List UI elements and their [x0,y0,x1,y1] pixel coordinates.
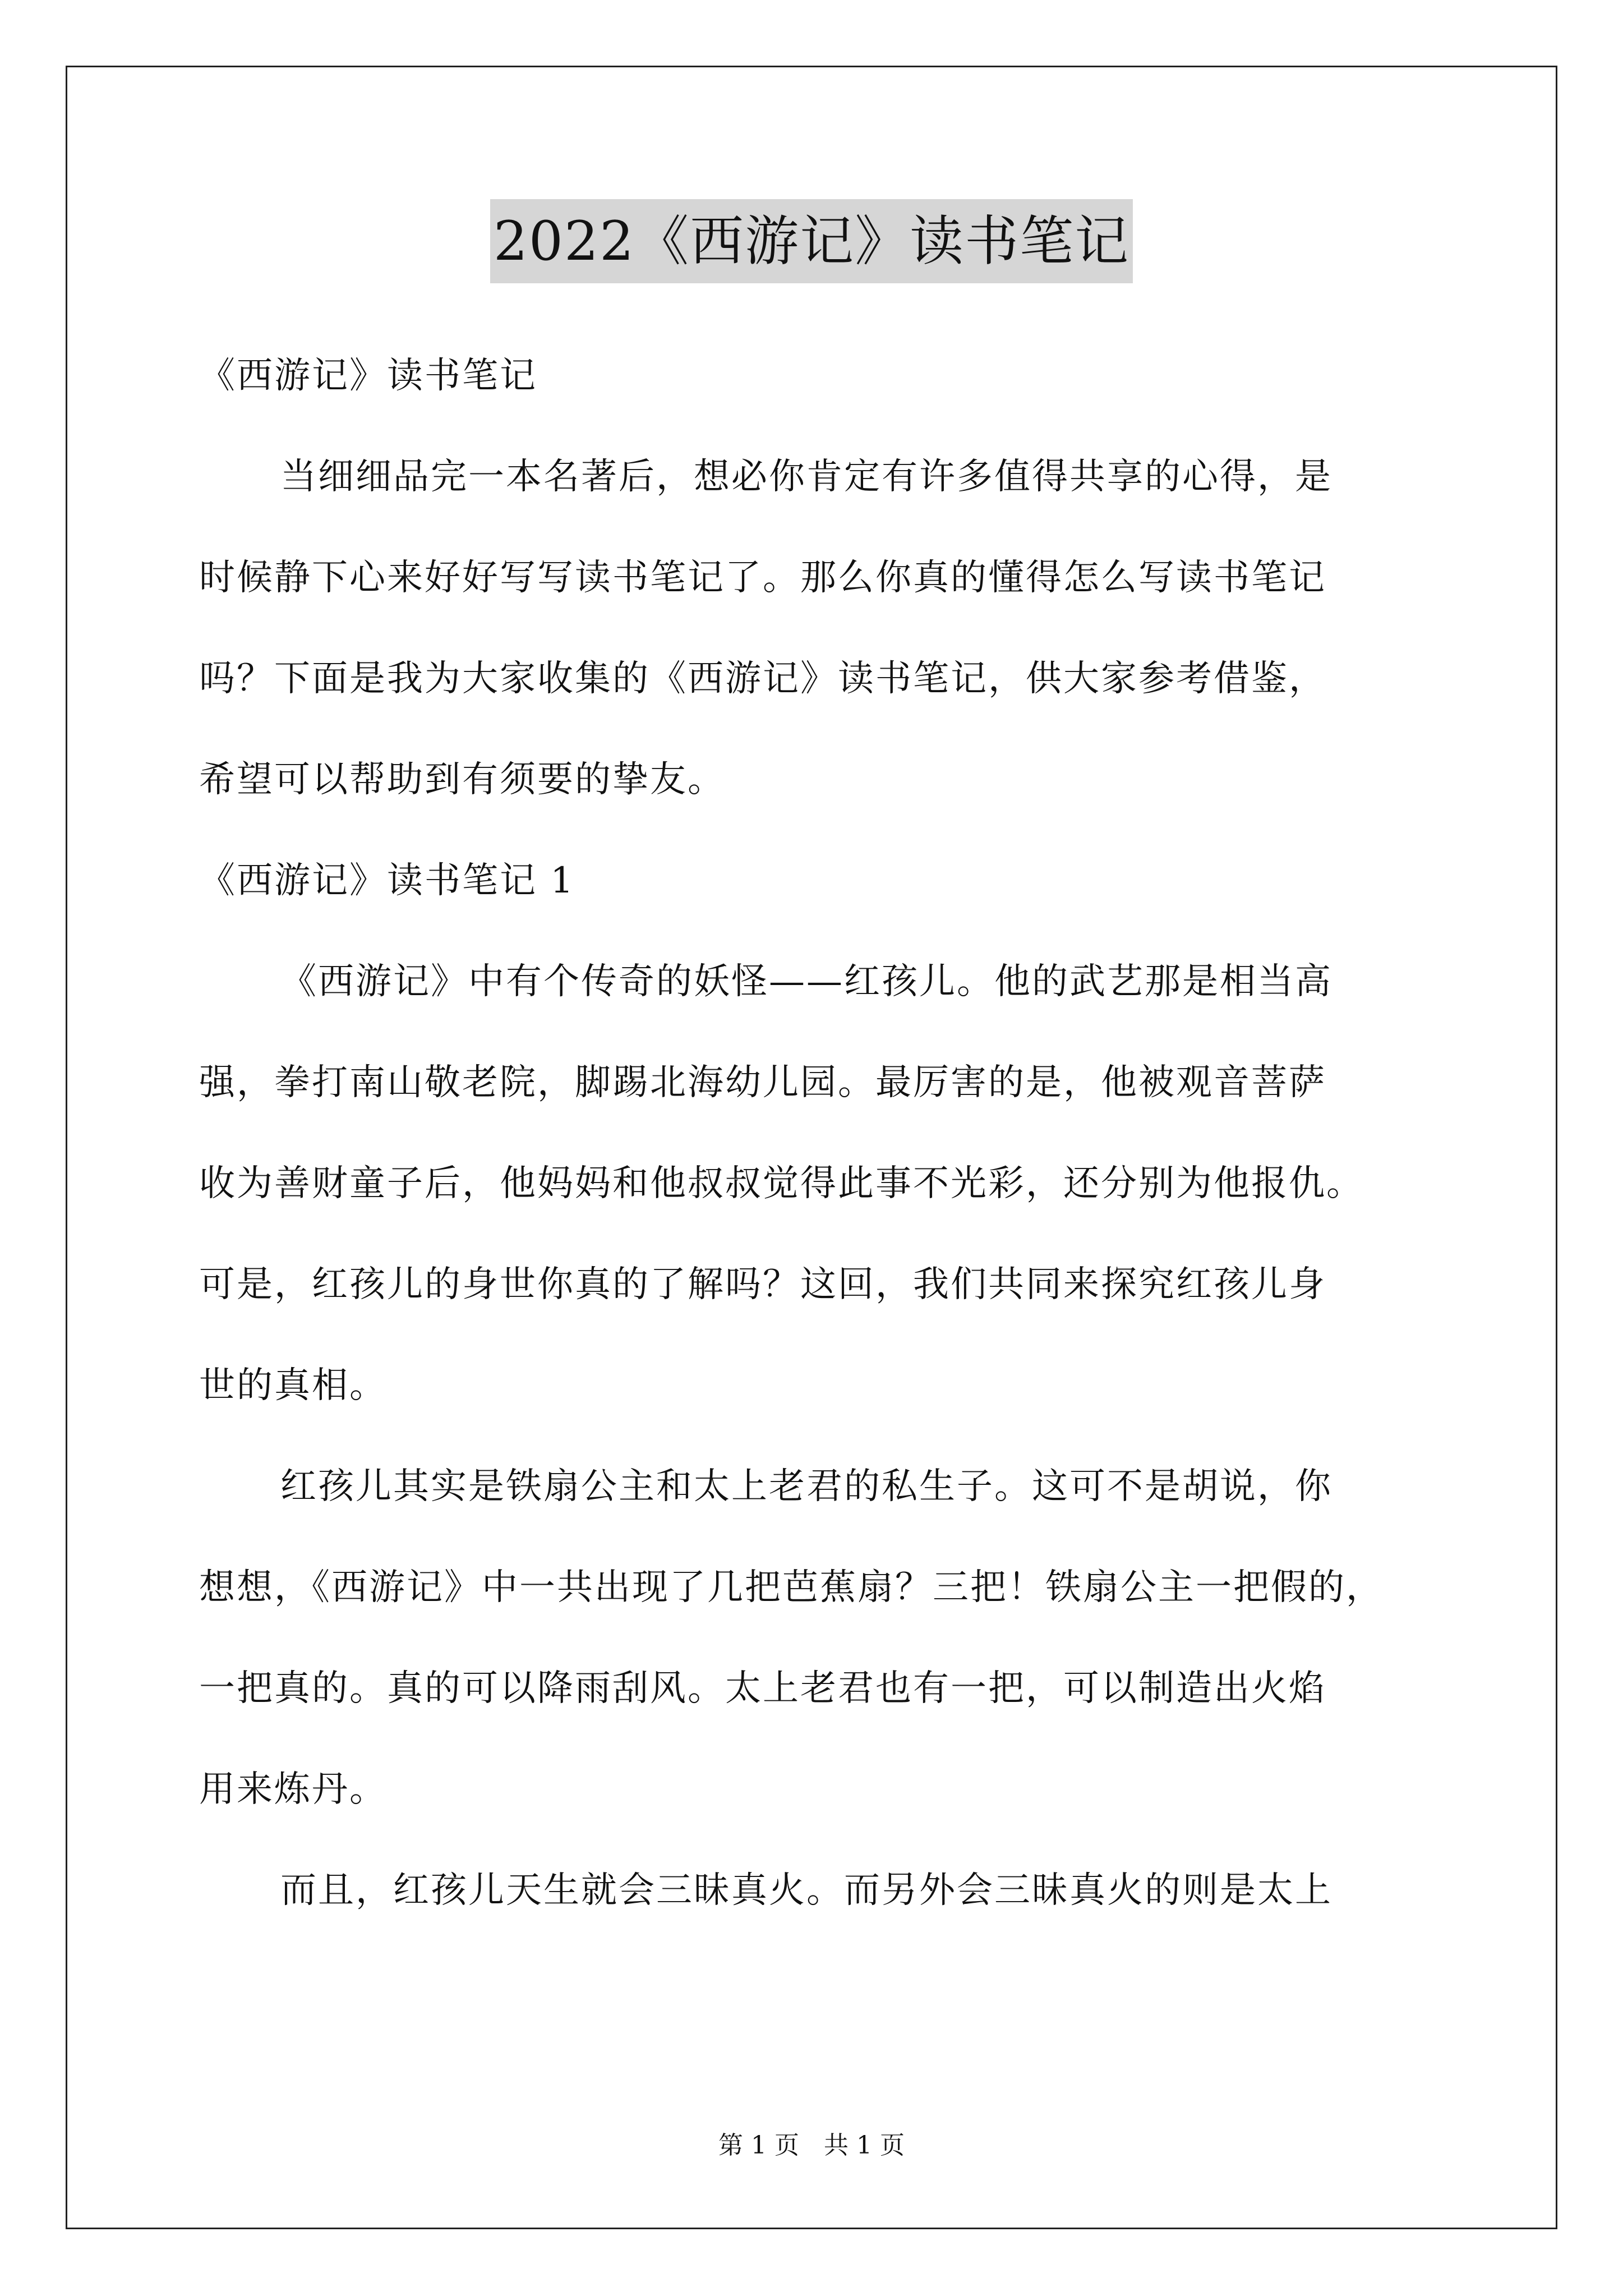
paragraph-line: 时候静下心来好好写写读书笔记了。那么你真的懂得怎么写读书笔记 [199,557,1326,599]
blank-line [199,1411,1455,1461]
blank-line [199,1007,1455,1057]
paragraph-line: 收为善财童子后，他妈妈和他叔叔觉得此事不光彩，还分别为他报仇。 [199,1163,1364,1204]
blank-line [199,1815,1455,1865]
blank-line [199,502,1455,553]
blank-line [199,401,1455,452]
paragraph-line: 用来炼丹。 [199,1769,387,1810]
blank-line [199,906,1455,956]
section-heading: 《西游记》读书笔记 1 [199,860,575,901]
paragraph-line: 一把真的。真的可以降雨刮风。太上老君也有一把，可以制造出火焰 [199,1668,1326,1709]
paragraph-line: 世的真相。 [199,1365,387,1406]
paragraph-line: 吗？下面是我为大家收集的《西游记》读书笔记，供大家参考借鉴， [199,658,1326,700]
document-body [199,300,1455,1916]
paragraph-line: 《西游记》中有个传奇的妖怪——红孩儿。他的武艺那是相当高 [280,961,1332,1002]
blank-line [199,1613,1455,1663]
paragraph-line: 而且，红孩儿天生就会三昧真火。而另外会三昧真火的则是太上 [280,1870,1332,1911]
paragraph-line: 想想，《西游记》中一共出现了几把芭蕉扇？三把！铁扇公主一把假的， [199,1567,1384,1608]
paragraph-line: 红孩儿其实是铁扇公主和太上老君的私生子。这可不是胡说，你 [280,1466,1332,1507]
blank-line [199,1714,1455,1764]
paragraph-line: 当细细品完一本名著后，想必你肯定有许多值得共享的心得，是 [280,456,1332,498]
blank-line [199,704,1455,754]
blank-line [199,603,1455,654]
blank-line [199,1209,1455,1259]
blank-line [199,1512,1455,1562]
paragraph-line: 强，拳打南山敬老院，脚踢北海幼儿园。最厉害的是，他被观音菩萨 [199,1062,1326,1103]
title-container [0,199,1623,283]
paragraph-line: 希望可以帮助到有须要的挚友。 [199,759,725,800]
page-footer: 第 1 页 共 1 页 [718,2131,905,2160]
blank-line [199,1310,1455,1360]
blank-line [199,805,1455,855]
paragraph-line: 可是，红孩儿的身世你真的了解吗？这回，我们共同来探究红孩儿身 [199,1264,1326,1305]
blank-line [199,1108,1455,1158]
blank-line [199,300,1455,351]
section-heading: 《西游记》读书笔记 [199,355,537,397]
document-title: 2022《西游记》读书笔记 [490,199,1133,283]
